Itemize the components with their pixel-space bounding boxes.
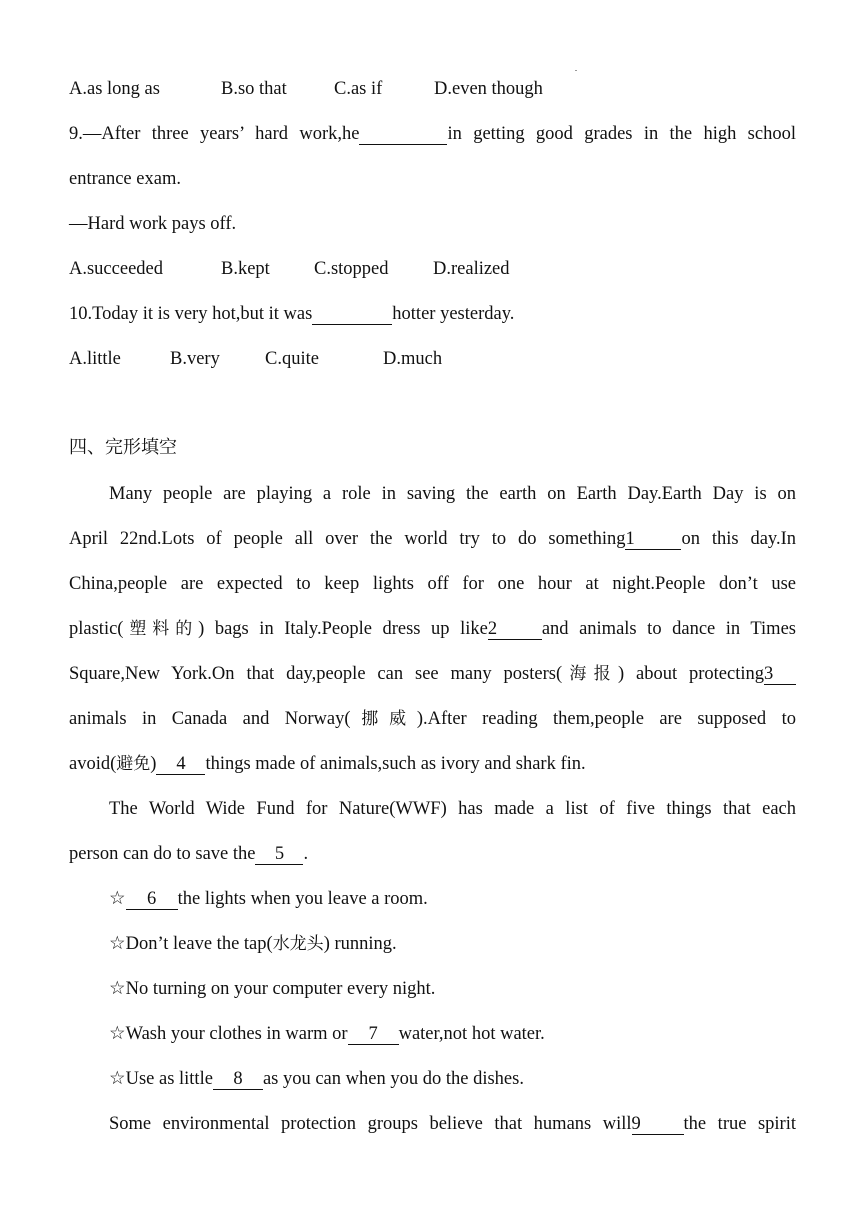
passage-text: on this day.In xyxy=(681,529,796,549)
passage-text: ) about protecting xyxy=(617,664,765,684)
passage-text: the lights when you leave a room. xyxy=(177,889,428,909)
passage-line-2 xyxy=(69,530,796,550)
q8-options xyxy=(69,80,543,99)
passage-line-7 xyxy=(69,755,586,775)
passage-line-5 xyxy=(69,665,796,685)
passage-text: as you can when you do the dishes. xyxy=(262,1069,524,1089)
passage-text: avoid( xyxy=(69,754,117,774)
passage-line-4 xyxy=(69,620,796,640)
blank-3[interactable]: 3 xyxy=(764,665,796,685)
q10-option-d[interactable]: D.much xyxy=(383,349,443,369)
passage-text: ) running. xyxy=(323,934,397,954)
q10-option-c[interactable]: C.quite xyxy=(265,349,319,369)
passage-line-10 xyxy=(109,1115,796,1135)
passage-text: ☆Use as little xyxy=(109,1069,213,1089)
q9-blank[interactable] xyxy=(359,125,447,145)
blank-5[interactable]: 5 xyxy=(255,845,303,865)
q9-reply: —Hard work pays off. xyxy=(69,214,237,234)
passage-line-9 xyxy=(69,845,308,865)
passage-text: ☆Don’t leave the tap( xyxy=(109,934,273,954)
stray-dot xyxy=(575,70,577,71)
q10-blank[interactable] xyxy=(312,305,392,325)
section-title: 四、完形填空 xyxy=(69,437,177,458)
passage-text: water,not hot water. xyxy=(398,1024,545,1044)
q10-text-post: hotter yesterday. xyxy=(392,304,515,324)
passage-text: person can do to save the xyxy=(69,844,256,864)
passage-text: ).After reading them,people are supposed to xyxy=(416,709,796,729)
q9-text-pre: 9.—After three years’ hard work,he xyxy=(69,124,360,144)
q10-question xyxy=(69,305,514,325)
blank-6[interactable]: 6 xyxy=(126,890,178,910)
blank-9[interactable]: 9 xyxy=(632,1115,684,1135)
q10-options xyxy=(69,350,442,369)
q10-option-a[interactable]: A.little xyxy=(69,349,121,369)
chinese-gloss: 海报 xyxy=(562,664,618,684)
blank-8[interactable]: 8 xyxy=(213,1070,263,1090)
passage-line-3: China,people are expected to keep lights off for one hour at night.People don’t use xyxy=(69,574,796,594)
passage-text: ) xyxy=(150,754,157,774)
chinese-gloss: 水龙头 xyxy=(272,934,324,954)
passage-text: ☆Wash your clothes in warm or xyxy=(109,1024,348,1044)
list-item-5 xyxy=(109,1070,524,1090)
chinese-gloss: 挪威 xyxy=(350,709,417,729)
q10-text-pre: 10.Today it is very hot,but it was xyxy=(69,304,313,324)
passage-line-6 xyxy=(69,710,796,729)
q9-text-post: in getting good grades in the high school xyxy=(447,124,796,144)
q9-option-c[interactable]: C.stopped xyxy=(314,259,389,279)
chinese-gloss: 避免 xyxy=(116,754,151,774)
q8-option-d[interactable]: D.even though xyxy=(434,79,543,99)
q8-option-a[interactable]: A.as long as xyxy=(69,79,160,99)
passage-text: things made of animals,such as ivory and shark fin. xyxy=(205,754,586,774)
passage-text: and animals to dance in Times xyxy=(541,619,796,639)
q9-options xyxy=(69,260,510,279)
q9-option-d[interactable]: D.realized xyxy=(433,259,510,279)
blank-2[interactable]: 2 xyxy=(488,620,542,640)
blank-1[interactable]: 1 xyxy=(625,530,681,550)
q9-option-a[interactable]: A.succeeded xyxy=(69,259,163,279)
passage-text: April 22nd.Lots of people all over the world try to do something xyxy=(69,529,626,549)
blank-7[interactable]: 7 xyxy=(348,1025,399,1045)
list-item-4 xyxy=(109,1025,545,1045)
list-item-2 xyxy=(109,935,397,954)
q8-option-b[interactable]: B.so that xyxy=(221,79,287,99)
q8-option-c[interactable]: C.as if xyxy=(334,79,383,99)
list-item-1 xyxy=(109,890,428,910)
passage-text: the true spirit xyxy=(683,1114,796,1134)
passage-text: ) bags in Italy.People dress up like xyxy=(198,619,488,639)
star-icon: ☆ xyxy=(109,889,126,909)
passage-text: Some environmental protection groups believe that humans will xyxy=(109,1114,632,1134)
q10-option-b[interactable]: B.very xyxy=(170,349,220,369)
passage-line-8: The World Wide Fund for Nature(WWF) has made a list of five things that each xyxy=(109,799,796,819)
q9-question xyxy=(69,125,796,145)
passage-text: animals in Canada and Norway( xyxy=(69,709,351,729)
passage-text: plastic( xyxy=(69,619,124,639)
chinese-gloss: 塑料的 xyxy=(123,619,199,639)
list-item-3: ☆No turning on your computer every night. xyxy=(109,979,436,999)
passage-text: . xyxy=(303,844,309,864)
q9-continuation: entrance exam. xyxy=(69,169,181,189)
blank-4[interactable]: 4 xyxy=(156,755,205,775)
q9-option-b[interactable]: B.kept xyxy=(221,259,270,279)
passage-text: Square,New York.On that day,people can see many posters( xyxy=(69,664,563,684)
passage-line-1: Many people are playing a role in saving the earth on Earth Day.Earth Day is on xyxy=(109,484,796,504)
